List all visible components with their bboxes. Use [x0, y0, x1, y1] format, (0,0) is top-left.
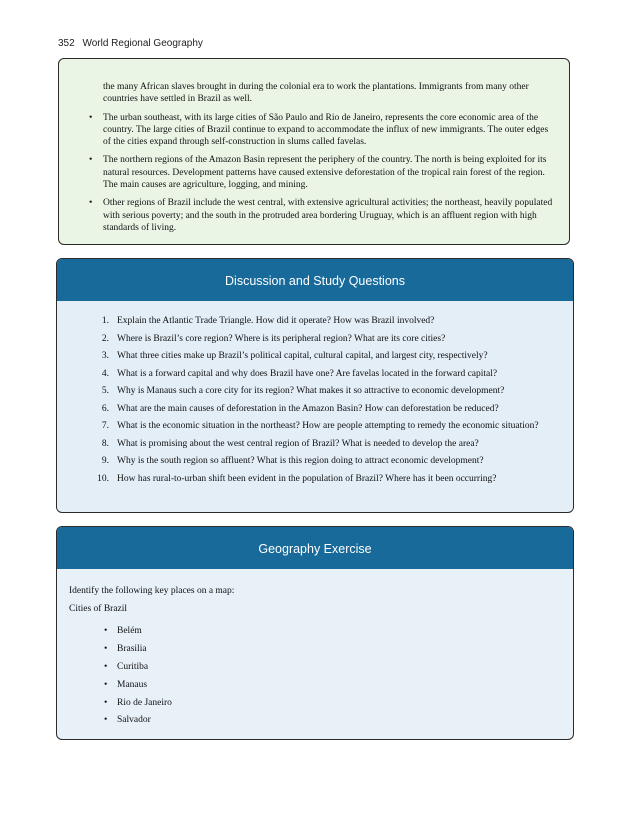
question-item: 4. What is a forward capital and why does Brazil have one? Are favelas located in the forward capital? [101, 368, 498, 379]
summary-continuation: the many African slaves brought in during the colonial era to work the plantations. Immigrants from many other countries have settled in Brazil as well. [103, 82, 529, 105]
summary-bullet: • Other regions of Brazil include the west central, with extensive agricultural activities; the northeast, heavily populated with serious poverty; and the south in the protruded area bordering Uruguay, which is an affluent region with high standards of living. [89, 198, 553, 233]
bullet-icon: • [89, 155, 93, 166]
exercise-body [57, 569, 573, 727]
running-head [58, 38, 208, 49]
summary-bullet: • The urban southeast, with its large cities of São Paulo and Rio de Janeiro, represents the core economic area of the country. The large cities of Brazil continue to expand to accommodate the influx of new immigrants. The outer edges of the cities expand through self-construction in slums called favelas. [89, 112, 549, 148]
bullet-icon: • [104, 662, 108, 672]
geography-exercise-box [56, 526, 574, 740]
bullet-icon: • [104, 697, 108, 708]
bullet-icon: • [89, 112, 93, 123]
question-item: 1. Explain the Atlantic Trade Triangle. How did it operate? How was Brazil involved? [101, 316, 435, 326]
question-item: 6. What are the main causes of deforestation in the Amazon Basin? How can deforestation be reduced? [101, 403, 499, 414]
question-item: 9. Why is the south region so affluent? What is this region doing to attract economic development? [101, 456, 484, 466]
bullet-icon: • [104, 679, 108, 690]
question-item: 5. Why is Manaus such a core city for its region? What makes it so attractive to economic development? [101, 386, 505, 396]
summary-bullet: • The northern regions of the Amazon Basin represent the periphery of the country. The north is being exploited for its natural resources. Development patterns have caused extensive deforestation of the tropical rain forest of the region. The main causes are agriculture, logging, and mining. [89, 155, 547, 191]
question-item: 8. What is promising about the west central region of Brazil? What is needed to develop the area? [101, 438, 479, 449]
question-item: 10. How has rural-to-urban shift been evident in the population of Brazil? Where has it been occurring? [97, 473, 497, 484]
city-item: • Rio de Janeiro [104, 697, 172, 708]
city-item: • Belém [104, 626, 142, 637]
city-item: • Brasilia [104, 644, 147, 655]
city-item: • Salvador [104, 715, 151, 726]
book-title: World Regional Geography [82, 38, 203, 49]
question-item: 7. What is the economic situation in the northeast? How are people attempting to remedy the economic situation? [101, 421, 539, 431]
discussion-questions-box [56, 258, 574, 513]
city-item: • Curitiba [104, 662, 149, 672]
exercise-subheading: Cities of Brazil [69, 604, 128, 615]
bullet-icon: • [104, 715, 108, 726]
question-item: 3. What three cities make up Brazil’s political capital, cultural capital, and largest city, respectively? [101, 351, 488, 361]
bullet-icon: • [104, 644, 108, 655]
city-item: • Manaus [104, 679, 148, 690]
questions-list [57, 301, 573, 485]
summary-list [89, 112, 555, 235]
bullet-icon: • [89, 198, 93, 209]
page-number: 352 [58, 38, 75, 49]
question-item: 2. Where is Brazil’s core region? Where is its peripheral region? What are its core cities? [101, 333, 446, 344]
cities-list [69, 625, 573, 726]
bullet-icon: • [104, 626, 108, 637]
summary-box [58, 58, 570, 245]
exercise-intro: Identify the following key places on a map: [69, 586, 235, 596]
geography-exercise-title: Geography Exercise [57, 527, 573, 569]
discussion-questions-title: Discussion and Study Questions [57, 259, 573, 301]
